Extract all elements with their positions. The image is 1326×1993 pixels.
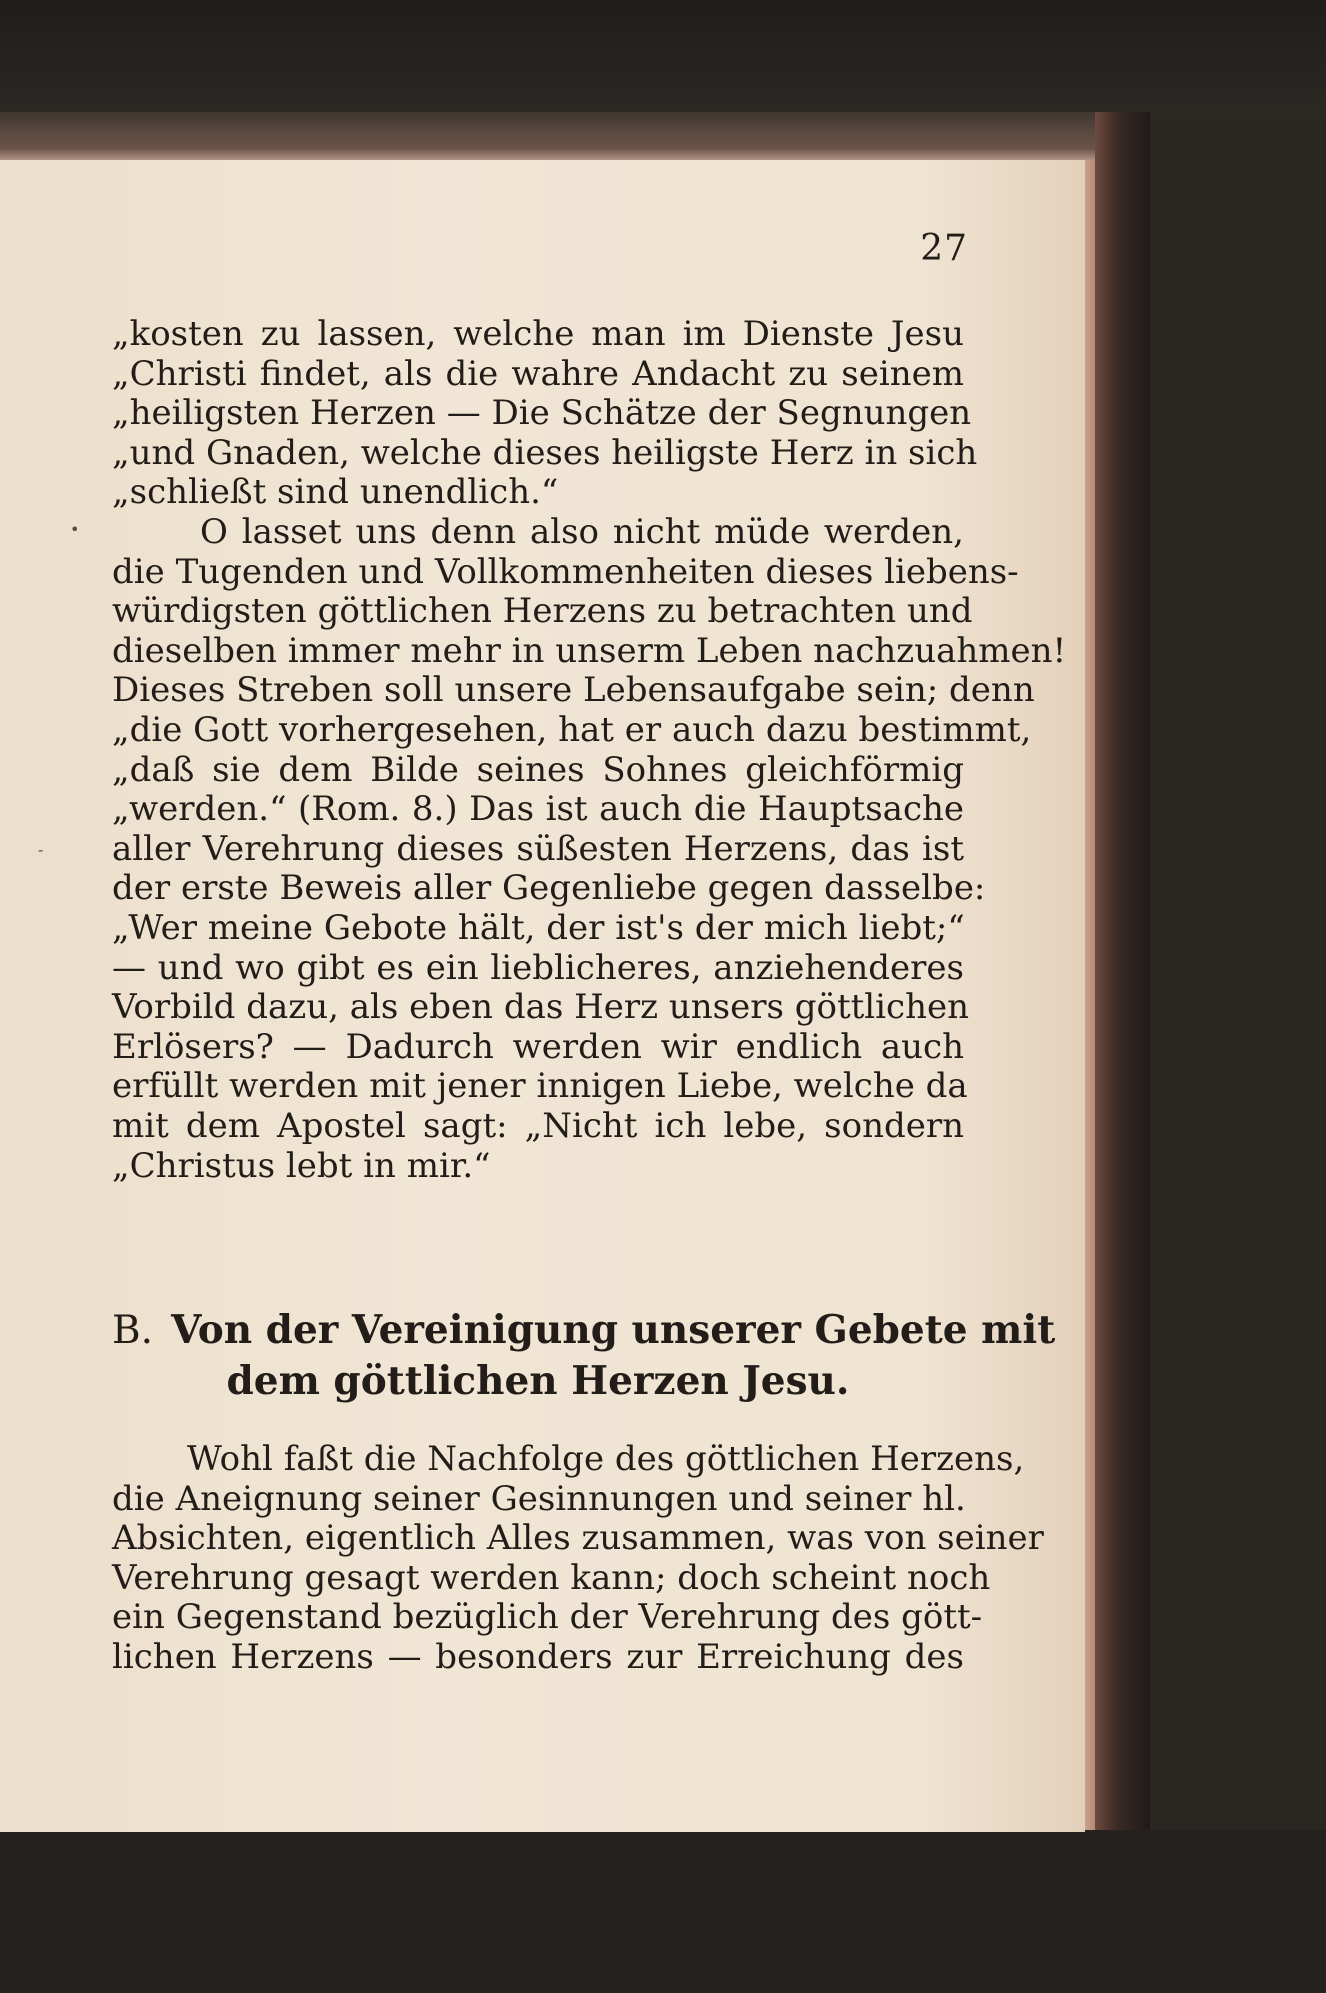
text-line: würdigsten göttlichen Herzens zu betrachten und (112, 591, 973, 632)
text-line: die Aneignung seiner Gesinnungen und seiner hl. (112, 1478, 966, 1519)
text-line: erfüllt werden mit jener innigen Liebe, welche da (112, 1066, 968, 1107)
text-line: „werden.“ (Rom. 8.) Das ist auch die Hauptsache (112, 789, 964, 830)
text-line: Vorbild dazu, als eben das Herz unsers göttlichen (112, 987, 969, 1028)
text-line: „kosten zu lassen, welche man im Dienste Jesu (112, 314, 964, 354)
background-bottom (0, 1830, 1326, 1993)
text-line: Wohl faßt die Nachfolge des göttlichen Herzens, (187, 1439, 1025, 1479)
text-line: „schließt sind unendlich.“ (112, 472, 559, 513)
text-line: Erlösers? — Dadurch werden wir endlich auch (112, 1026, 964, 1067)
heading-line-2: dem göttlichen Herzen Jesu. (226, 1358, 850, 1404)
paragraph-3 (112, 1439, 1044, 1678)
text-line: „heiligsten Herzen — Die Schätze der Segnungen (112, 393, 972, 434)
background-top (0, 0, 1326, 118)
section-letter: B. (112, 1308, 154, 1353)
paragraph-2 (112, 512, 1067, 1186)
book-cover-edge (0, 112, 1150, 166)
paragraph-1 (112, 314, 978, 513)
text-line: ein Gegenstand bezüglich der Verehrung des gött- (112, 1597, 983, 1638)
text-line: „Christi findet, als die wahre Andacht zu seinem (112, 353, 964, 394)
text-line: „Christus lebt in mir.“ (112, 1145, 491, 1186)
text-line: der erste Beweis aller Gegenliebe gegen dasselbe: (112, 868, 986, 909)
text-line: mit dem Apostel sagt: „Nicht ich lebe, sondern (112, 1105, 964, 1146)
ink-speck: - (38, 840, 44, 859)
heading-line-1 (112, 1305, 1056, 1356)
text-line: Absichten, eigentlich Alles zusammen, was von seiner (112, 1518, 1044, 1559)
page-number: 27 (920, 228, 968, 269)
text-line: „die Gott vorhergesehen, hat er auch dazu bestimmt, (112, 709, 1032, 750)
book-page (0, 160, 1085, 1832)
text-line: O lasset uns denn also nicht müde werden, (200, 512, 964, 552)
text-line: „Wer meine Gebote hält, der ist's der mich liebt;“ (112, 907, 965, 948)
book-spine (1095, 112, 1150, 1837)
text-line: lichen Herzens — besonders zur Erreichung des (112, 1636, 964, 1677)
text-line: die Tugenden und Vollkommenheiten dieses liebens- (112, 551, 1019, 592)
heading-text: Von der Vereinigung unserer Gebete mit (171, 1307, 1056, 1353)
text-line: dieselben immer mehr in unserm Leben nachzuahmen! (112, 630, 1067, 671)
text-line: aller Verehrung dieses süßesten Herzens, das ist (112, 828, 964, 869)
text-line: „daß sie dem Bilde seines Sohnes gleichförmig (112, 749, 964, 790)
text-line: Verehrung gesagt werden kann; doch scheint noch (112, 1557, 991, 1598)
text-line: Dieses Streben soll unsere Lebensaufgabe sein; denn (112, 670, 1035, 711)
ink-speck: • (70, 520, 80, 539)
text-line: „und Gnaden, welche dieses heiligste Herz in sich (112, 432, 978, 473)
section-heading (112, 1305, 1056, 1406)
text-line: — und wo gibt es ein lieblicheres, anziehenderes (112, 947, 964, 988)
